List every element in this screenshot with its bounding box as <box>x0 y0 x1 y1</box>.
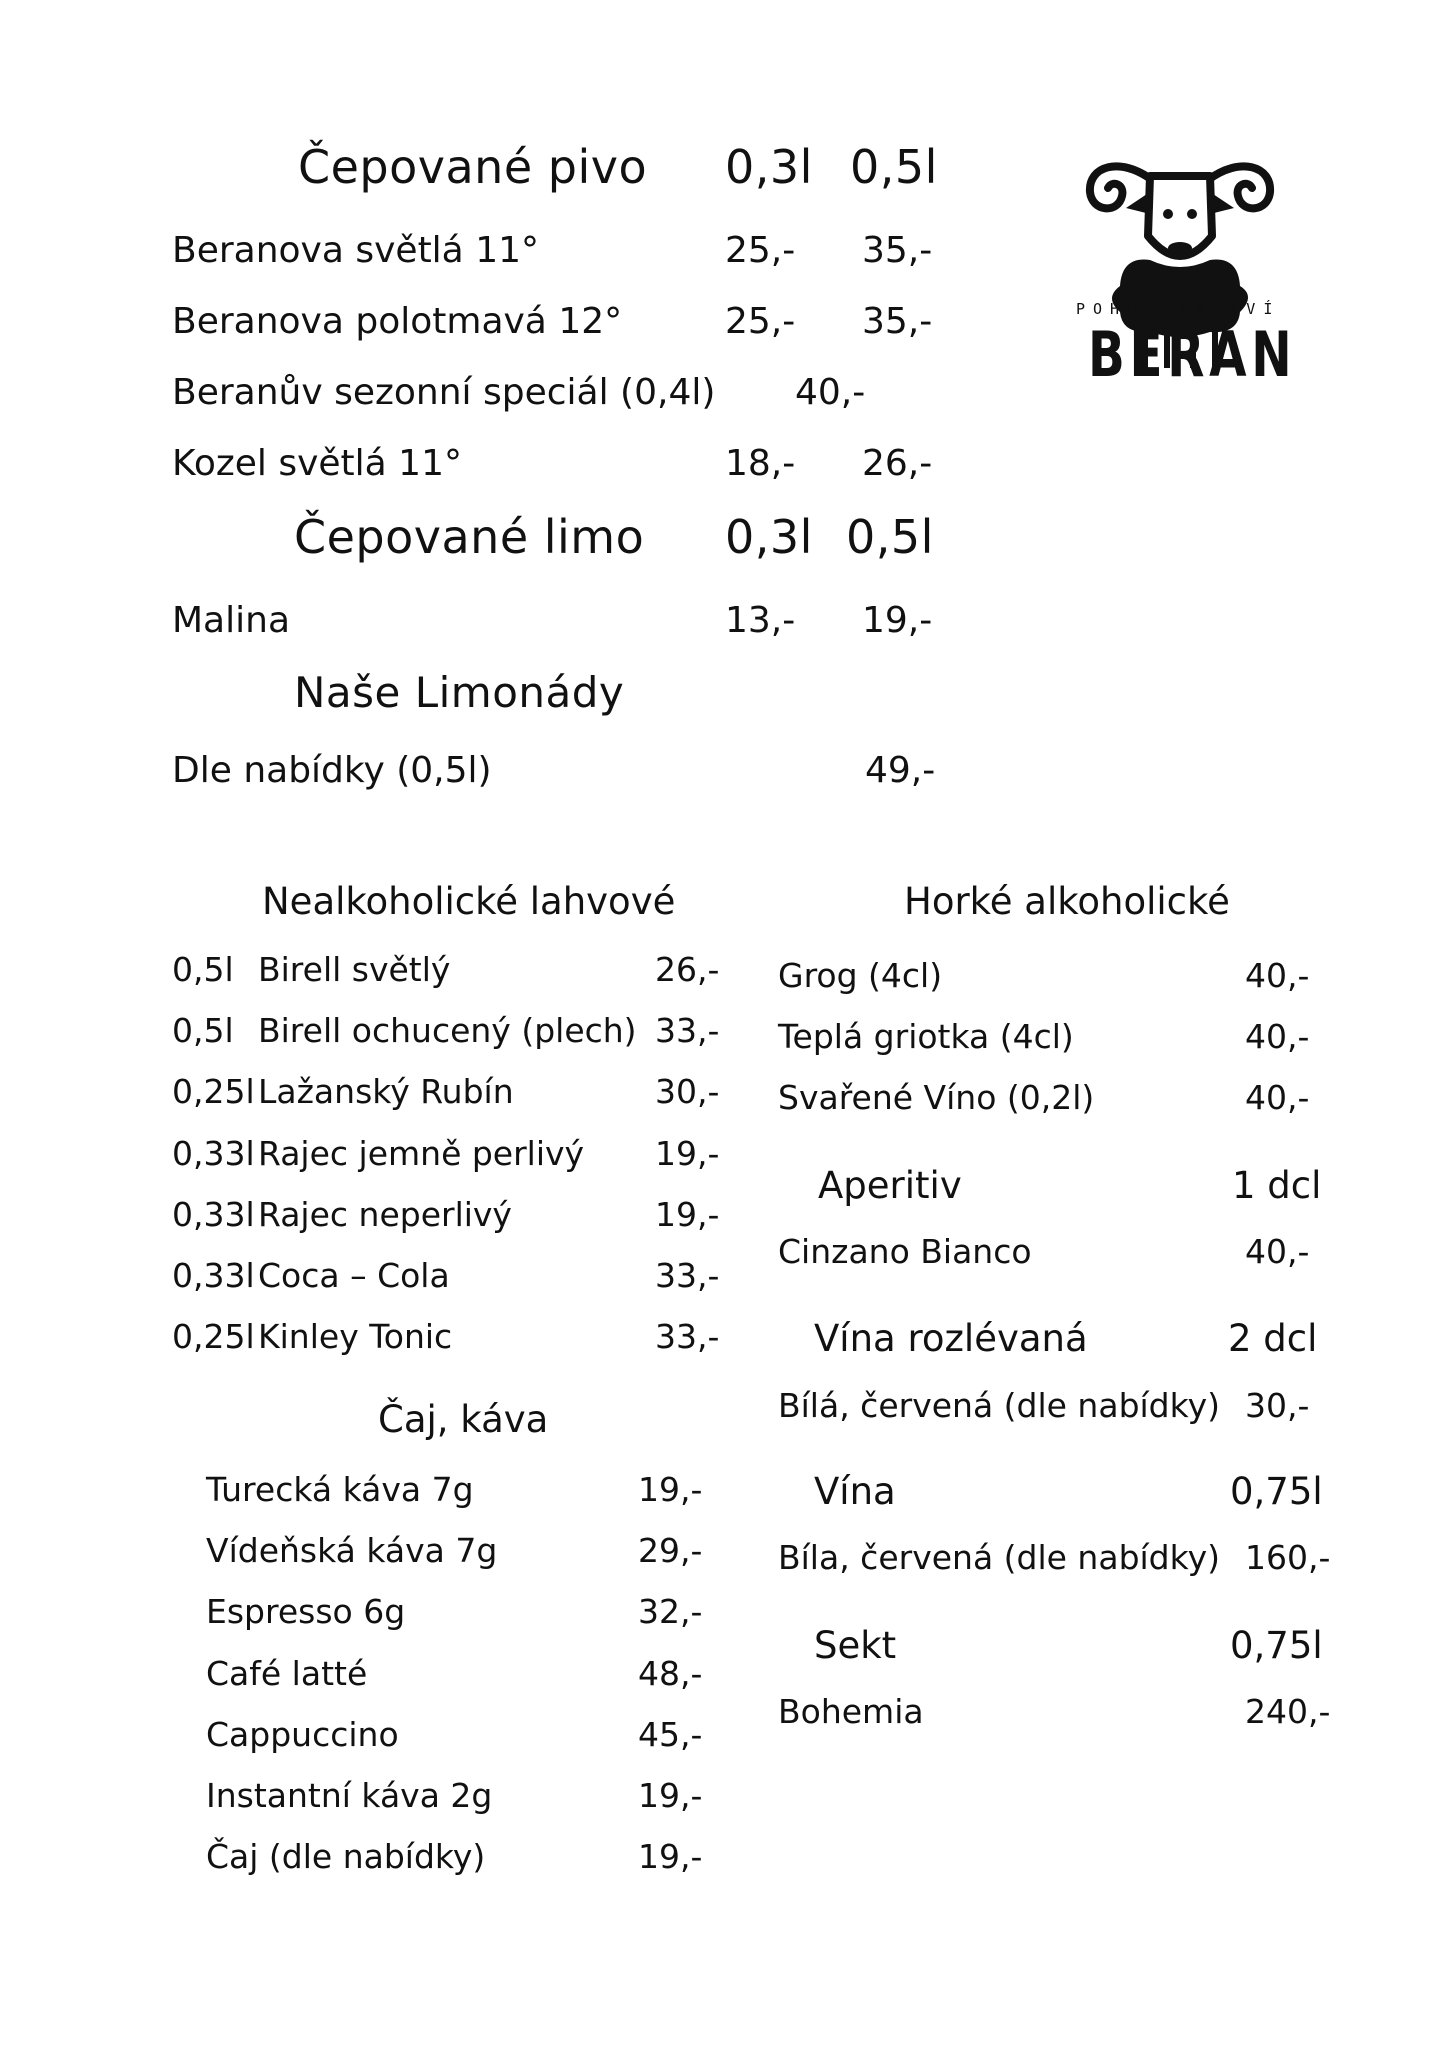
menu-item-name: Beranova světlá 11° <box>172 230 539 271</box>
menu-item-name: Birell světlý <box>258 950 451 989</box>
menu-item-name: Dle nabídky (0,5l) <box>172 750 492 791</box>
menu-item-price: 19,- <box>655 1195 720 1234</box>
menu-item-name: Café latté <box>206 1654 368 1693</box>
menu-item-price: 13,- <box>725 600 796 641</box>
menu-item-name: Beranova polotmavá 12° <box>172 301 623 342</box>
size-header-small: 0,3l <box>725 140 813 194</box>
menu-item-name: Kozel světlá 11° <box>172 443 462 484</box>
menu-item-price: 160,- <box>1245 1538 1331 1577</box>
menu-item-name: Bílá, červená (dle nabídky) <box>778 1386 1220 1425</box>
menu-item-name: Instantní káva 2g <box>206 1776 493 1815</box>
menu-item-name: Birell ochucený (plech) <box>258 1011 637 1050</box>
menu-item-name: Vídeňská káva 7g <box>206 1531 498 1570</box>
menu-item-name: Rajec jemně perlivý <box>258 1134 585 1173</box>
menu-item-name: Lažanský Rubín <box>258 1072 514 1111</box>
menu-item-price: 35,- <box>862 230 933 271</box>
menu-item-name: Rajec neperlivý <box>258 1195 512 1234</box>
menu-item-name: Coca – Cola <box>258 1256 450 1295</box>
menu-item-price: 48,- <box>638 1654 703 1693</box>
size-header-large: 0,5l <box>850 140 938 194</box>
section-title: Nealkoholické lahvové <box>262 880 676 923</box>
section-title: Horké alkoholické <box>904 880 1230 923</box>
volume: 0,25l <box>172 1072 255 1111</box>
section-title: Čepované pivo <box>298 140 648 194</box>
menu-item-price: 32,- <box>638 1592 703 1631</box>
menu-item-price: 33,- <box>655 1011 720 1050</box>
menu-item-price: 33,- <box>655 1256 720 1295</box>
volume: 0,5l <box>172 950 234 989</box>
menu-item-price: 19,- <box>638 1837 703 1876</box>
volume: 0,25l <box>172 1317 255 1356</box>
menu-item-name: Čaj (dle nabídky) <box>206 1837 486 1876</box>
size-header-small: 0,3l <box>725 510 813 564</box>
menu-item-price: 40,- <box>1245 1017 1310 1056</box>
menu-item-name: Turecká káva 7g <box>206 1470 474 1509</box>
volume: 0,33l <box>172 1195 255 1234</box>
section-title: Vína <box>814 1470 896 1513</box>
menu-item-price: 30,- <box>655 1072 720 1111</box>
menu-item-price: 29,- <box>638 1531 703 1570</box>
menu-item-name: Malina <box>172 600 291 641</box>
menu-item-price: 40,- <box>1245 1232 1310 1271</box>
menu-item-price: 19,- <box>655 1134 720 1173</box>
logo-name: BERAN <box>1088 318 1297 391</box>
menu-item-name: Teplá griotka (4cl) <box>778 1017 1074 1056</box>
logo-subtitle: POHOSTINSTVÍ <box>1076 300 1281 318</box>
section-title: Aperitiv <box>818 1164 962 1207</box>
section-title: Sekt <box>814 1624 897 1667</box>
menu-item-name: Beranův sezonní speciál (0,4l) <box>172 372 716 413</box>
menu-item-price: 30,- <box>1245 1386 1310 1425</box>
menu-item-name: Cappuccino <box>206 1715 399 1754</box>
volume: 0,5l <box>172 1011 234 1050</box>
menu-item-name: Svařené Víno (0,2l) <box>778 1078 1095 1117</box>
menu-item-name: Cinzano Bianco <box>778 1232 1032 1271</box>
unit-label: 0,75l <box>1230 1470 1323 1513</box>
menu-item-name: Bíla, červená (dle nabídky) <box>778 1538 1220 1577</box>
unit-label: 2 dcl <box>1228 1317 1318 1360</box>
menu-item-price: 49,- <box>865 750 936 791</box>
volume: 0,33l <box>172 1256 255 1295</box>
menu-item-name: Grog (4cl) <box>778 956 943 995</box>
unit-label: 0,75l <box>1230 1624 1323 1667</box>
menu-item-price: 33,- <box>655 1317 720 1356</box>
menu-item-price: 26,- <box>862 443 933 484</box>
section-title: Vína rozlévaná <box>814 1317 1088 1360</box>
menu-item-name: Espresso 6g <box>206 1592 406 1631</box>
menu-item-price: 19,- <box>638 1776 703 1815</box>
section-title: Čepované limo <box>294 510 645 564</box>
menu-item-price: 40,- <box>795 372 866 413</box>
menu-item-price: 25,- <box>725 230 796 271</box>
menu-item-price: 45,- <box>638 1715 703 1754</box>
menu-item-price: 19,- <box>638 1470 703 1509</box>
menu-item-price: 35,- <box>862 301 933 342</box>
section-title: Čaj, káva <box>378 1398 549 1441</box>
size-header-large: 0,5l <box>846 510 934 564</box>
menu-item-price: 40,- <box>1245 1078 1310 1117</box>
menu-item-name: Bohemia <box>778 1692 924 1731</box>
menu-item-price: 26,- <box>655 950 720 989</box>
section-title: Naše Limonády <box>294 668 625 717</box>
menu-item-price: 40,- <box>1245 956 1310 995</box>
menu-item-price: 18,- <box>725 443 796 484</box>
menu-item-price: 19,- <box>862 600 933 641</box>
menu-item-price: 240,- <box>1245 1692 1331 1731</box>
menu-item-name: Kinley Tonic <box>258 1317 453 1356</box>
menu-item-price: 25,- <box>725 301 796 342</box>
volume: 0,33l <box>172 1134 255 1173</box>
unit-label: 1 dcl <box>1232 1164 1322 1207</box>
